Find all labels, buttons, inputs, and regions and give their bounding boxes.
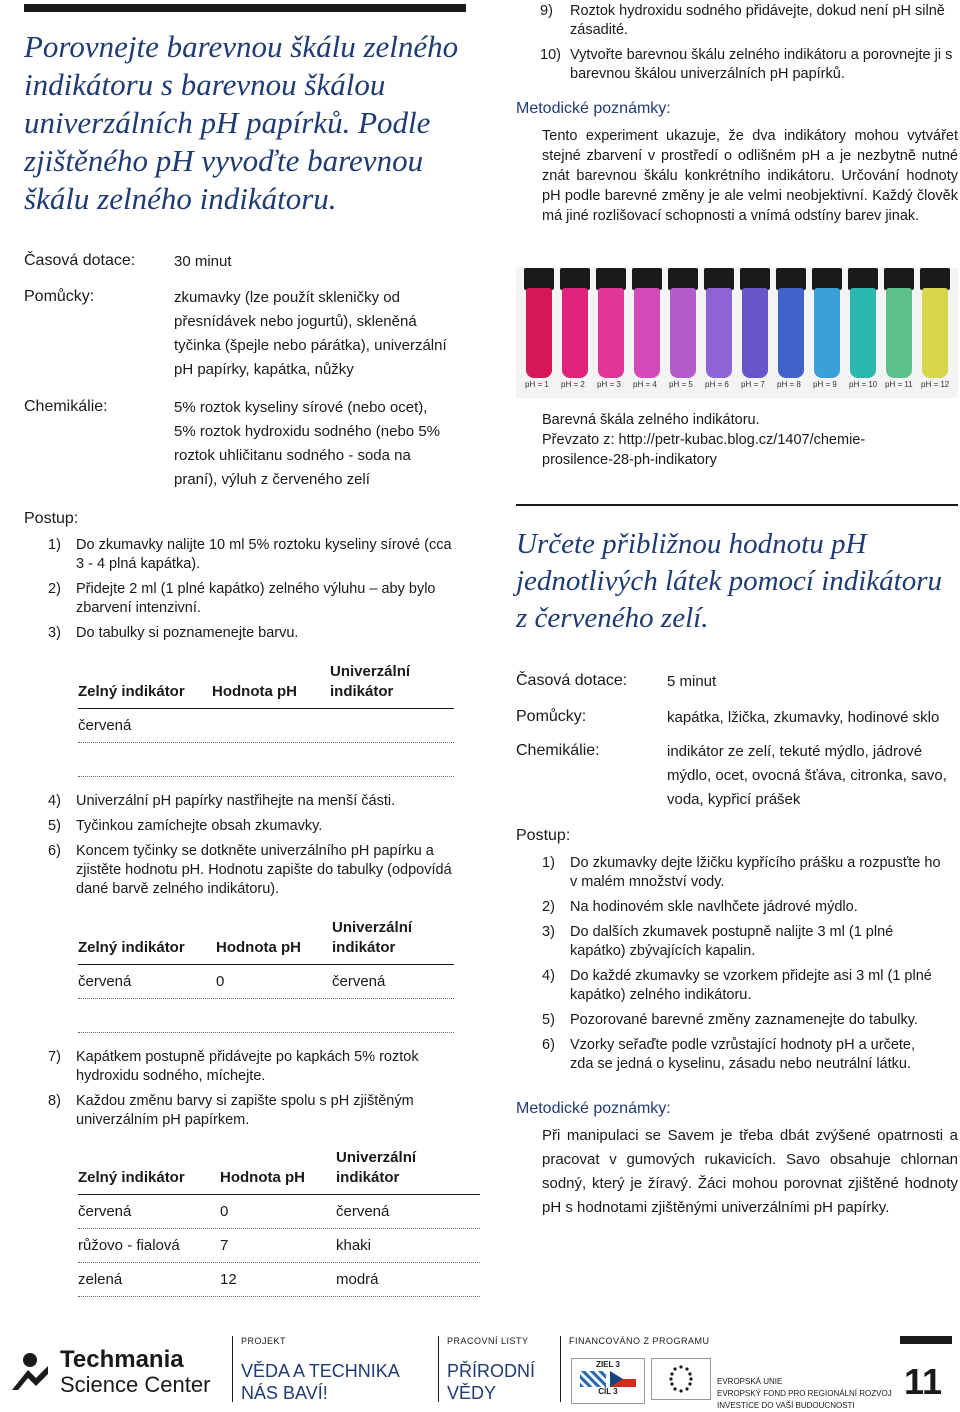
top-rule xyxy=(24,4,466,12)
list-item xyxy=(542,1011,942,1030)
task-heading: Porovnejte barevnou škálu zelného indikátoru s barevnou škálou univerzálních pH papírků. Podle zjištěného pH vyvoďte barevnou škálu zelného indikátoru. xyxy=(24,29,459,216)
table-row xyxy=(78,743,454,777)
step-number: 1) xyxy=(48,537,61,553)
table-3 xyxy=(78,1148,480,1297)
indicator-photo xyxy=(516,268,958,398)
step-text: Tyčinkou zamíchejte obsah zkumavky. xyxy=(76,818,323,834)
indicator-tube xyxy=(922,288,948,378)
col-header: Univerzální indikátor xyxy=(332,919,413,956)
step-text: Do zkumavky dejte lžičku kypřícího prášku a rozpusťte ho v malém množství vody. xyxy=(570,855,941,890)
step-number: 2) xyxy=(48,581,61,597)
techmania-logo-icon xyxy=(8,1350,52,1394)
table-cell: červená xyxy=(336,1203,390,1220)
list-item xyxy=(48,1048,460,1086)
steps-list-top xyxy=(516,2,956,90)
step-text: Kapátkem postupně přidávejte po kapkách 5% roztok hydroxidu sodného, míchejte. xyxy=(76,1049,419,1084)
tube-label: pH = 3 xyxy=(597,380,621,389)
tube-label: pH = 1 xyxy=(525,380,549,389)
step-text: Univerzální pH papírky nastřihejte na menší části. xyxy=(76,793,396,809)
col-header: Hodnota pH xyxy=(220,1169,305,1186)
indicator-tube xyxy=(670,288,696,378)
table-row xyxy=(78,1263,480,1297)
time-value: 30 minut xyxy=(174,253,232,270)
list-item xyxy=(48,842,460,899)
step-number: 6) xyxy=(542,1037,555,1053)
tube-cap xyxy=(740,268,770,290)
step-text: Do každé zkumavky se vzorkem přidejte asi 3 ml (1 plné kapátko) zelného indikátoru. xyxy=(570,968,932,1003)
table-cell: červená xyxy=(78,973,132,990)
sheets-value: PŘÍRODNÍ VĚDY xyxy=(447,1361,536,1403)
step-text: Do dalších zkumavek postupně nalijte 3 ml (1 plné kapátko) zbývajících kapalin. xyxy=(570,924,894,959)
project-block xyxy=(232,1336,421,1402)
indicator-tube xyxy=(562,288,588,378)
tube-cap xyxy=(596,268,626,290)
step-number: 3) xyxy=(542,924,555,940)
table-cell: modrá xyxy=(336,1271,379,1288)
step-text: Do zkumavky nalijte 10 ml 5% roztoku kyseliny sírové (cca 3 - 4 plná kapátka). xyxy=(76,537,452,572)
flags-icon xyxy=(572,1371,644,1387)
tube-cap xyxy=(560,268,590,290)
chem-value: 5% roztok kyseliny sírové (nebo ocet), 5% roztok hydroxidu sodného (nebo 5% roztok uhličitanu sodného - soda na praní), výluh z červeného zelí xyxy=(174,399,441,488)
list-item xyxy=(48,536,460,574)
tube-label: pH = 6 xyxy=(705,380,729,389)
step-number: 4) xyxy=(48,793,61,809)
indicator-tube xyxy=(886,288,912,378)
table-cell: zelená xyxy=(78,1271,123,1288)
step-number: 9) xyxy=(540,3,553,19)
step-text: Na hodinovém skle navlhčete jádrové mýdlo. xyxy=(570,899,858,915)
step-number: 4) xyxy=(542,968,555,984)
table-row xyxy=(78,709,454,743)
caption-line-2: Převzato z: http://petr-kubac.blog.cz/1407/chemie-prosilence-28-ph-indikatory xyxy=(542,432,866,468)
table-cell: 7 xyxy=(220,1237,229,1254)
tube-cap xyxy=(776,268,806,290)
step-text: Vytvořte barevnou škálu zelného indikátoru a porovnejte ji s barevnou škálou univerzálních pH papírků. xyxy=(570,47,953,82)
table-row xyxy=(78,1229,480,1263)
sheets-block xyxy=(438,1336,557,1402)
indicator-tube xyxy=(778,288,804,378)
tube-cap xyxy=(920,268,950,290)
indicator-tube xyxy=(706,288,732,378)
time-label: Časová dotace: xyxy=(516,672,628,689)
list-item xyxy=(542,854,942,892)
chem-label: Chemikálie: xyxy=(516,742,600,759)
page-number: 11 xyxy=(904,1361,943,1402)
project-label: PROJEKT xyxy=(241,1336,287,1346)
step-number: 5) xyxy=(542,1012,555,1028)
list-item xyxy=(48,817,460,836)
tube-label: pH = 8 xyxy=(777,380,801,389)
chem-value: indikátor ze zelí, tekuté mýdlo, jádrové mýdlo, ocet, ovocná šťáva, citronka, savo, voda, kypřicí prášek xyxy=(667,743,947,808)
eu-line: EVROPSKÝ FOND PRO REGIONÁLNÍ ROZVOJ xyxy=(717,1389,892,1398)
tools-value: zkumavky (lze použít skleničky od přesnídávek nebo jogurtů), skleněná tyčinka (špejle nebo párátka), univerzální pH papírky, kapátka, nůžky xyxy=(174,289,447,378)
tube-cap xyxy=(704,268,734,290)
table-cell: červená xyxy=(332,973,386,990)
step-text: Přidejte 2 ml (1 plné kapátko) zelného výluhu – aby bylo zbarvení intenzivní. xyxy=(76,581,436,616)
funding-block xyxy=(560,1336,893,1410)
col-header: Univerzální indikátor xyxy=(330,663,411,700)
page-rule xyxy=(900,1336,952,1344)
indicator-tube xyxy=(634,288,660,378)
col-header: Univerzální indikátor xyxy=(336,1149,417,1186)
table-cell: červená xyxy=(78,717,132,734)
postup-label: Postup: xyxy=(516,827,571,844)
step-number: 1) xyxy=(542,855,555,871)
list-item xyxy=(542,898,942,917)
col-header: Zelný indikátor xyxy=(78,939,185,956)
table-cell: červená xyxy=(78,1203,132,1220)
col-header: Hodnota pH xyxy=(216,939,301,956)
col-header: Zelný indikátor xyxy=(78,683,185,700)
ziel-top: ZIEL 3 xyxy=(596,1360,620,1369)
table-cell: 12 xyxy=(220,1271,237,1288)
tube-cap xyxy=(848,268,878,290)
logo-line-2: Science Center xyxy=(60,1372,211,1397)
sheets-label: PRACOVNÍ LISTY xyxy=(447,1336,529,1346)
steps-list-b xyxy=(48,792,460,905)
tube-label: pH = 4 xyxy=(633,380,657,389)
tools-label: Pomůcky: xyxy=(516,708,587,725)
step-text: Vzorky seřaďte podle vzrůstající hodnoty pH a určete, zda se jedná o kyselinu, zásadu nebo neutrální látku. xyxy=(570,1037,915,1072)
indicator-tube xyxy=(526,288,552,378)
list-item xyxy=(48,1092,460,1130)
list-item xyxy=(48,580,460,618)
tube-cap xyxy=(812,268,842,290)
footer xyxy=(0,1328,960,1412)
eu-line: EVROPSKÁ UNIE xyxy=(717,1377,783,1386)
table-cell: 0 xyxy=(220,1203,229,1220)
steps-list-right xyxy=(542,854,942,1080)
tube-label: pH = 9 xyxy=(813,380,837,389)
list-item xyxy=(48,792,460,811)
indicator-tube xyxy=(598,288,624,378)
tools-value: kapátka, lžička, zkumavky, hodinové sklo xyxy=(667,709,940,726)
photo-caption xyxy=(542,410,942,470)
tube-label: pH = 11 xyxy=(885,380,913,389)
step-text: Roztok hydroxidu sodného přidávejte, dokud není pH silně zásadité. xyxy=(570,3,945,38)
tube-cap xyxy=(632,268,662,290)
list-item xyxy=(516,46,956,84)
list-item xyxy=(542,1036,942,1074)
step-text: Do tabulky si poznamenejte barvu. xyxy=(76,625,299,641)
indicator-tube xyxy=(814,288,840,378)
list-item xyxy=(542,923,942,961)
indicator-tube xyxy=(742,288,768,378)
table-header xyxy=(78,918,454,965)
table-cell: 0 xyxy=(216,973,225,990)
indicator-tube xyxy=(850,288,876,378)
step-number: 6) xyxy=(48,843,61,859)
table-header xyxy=(78,662,454,709)
tools-label: Pomůcky: xyxy=(24,288,95,305)
ziel-bottom: CÍL 3 xyxy=(598,1387,618,1396)
table-1 xyxy=(78,662,454,777)
tube-cap xyxy=(668,268,698,290)
table-row xyxy=(78,965,454,999)
table-row xyxy=(78,999,454,1033)
ziel3-logo xyxy=(571,1358,645,1404)
tube-label: pH = 12 xyxy=(921,380,950,389)
tube-label: pH = 2 xyxy=(561,380,585,389)
section-rule xyxy=(516,504,958,506)
tube-cap xyxy=(524,268,554,290)
task-heading-2: Určete přibližnou hodnotu pH jednotlivých látek pomocí indikátoru z červeného zelí. xyxy=(516,528,943,634)
col-header: Zelný indikátor xyxy=(78,1169,185,1186)
list-item xyxy=(48,624,460,643)
notes-text-2: Při manipulaci se Savem je třeba dbát zvýšené opatrnosti a pracovat v gumových rukavicích. Savo obsahuje chlornan sodný, který je žíravý. Žáci mohou porovnat zjištěné hodnoty pH s hodnotami zjištěnými univerzálními pH papírky. xyxy=(542,1127,958,1216)
tube-label: pH = 10 xyxy=(849,380,878,389)
notes-label-2: Metodické poznámky: xyxy=(516,1100,671,1117)
list-item xyxy=(542,967,942,1005)
step-number: 8) xyxy=(48,1093,61,1109)
logo-line-1: Techmania xyxy=(60,1346,184,1373)
steps-list-a xyxy=(48,536,460,649)
tube-label: pH = 7 xyxy=(741,380,765,389)
caption-line-1: Barevná škála zelného indikátoru. xyxy=(542,412,760,428)
table-cell: růžovo - fialová xyxy=(78,1237,180,1254)
postup-label: Postup: xyxy=(24,510,79,527)
step-number: 7) xyxy=(48,1049,61,1065)
table-row xyxy=(78,1195,480,1229)
chem-label: Chemikálie: xyxy=(24,398,108,415)
notes-label: Metodické poznámky: xyxy=(516,100,671,117)
eu-line: INVESTICE DO VAŠÍ BUDOUCNOSTI xyxy=(717,1401,855,1410)
steps-list-c xyxy=(48,1048,460,1136)
table-2 xyxy=(78,918,454,1033)
step-number: 3) xyxy=(48,625,61,641)
notes-text: Tento experiment ukazuje, že dva indikátory mohou vytvářet stejné zbarvení v prostředí o odlišném pH a je nezbytně nutné znát barevnou škálu konkrétního indikátoru. Určování hodnoty pH podle barevné změny je ale velmi neobjektivní. Každý člověk má jiné rozlišovací schopnosti a vnímá odstíny barev jinak. xyxy=(542,128,958,224)
step-text: Každou změnu barvy si zapište spolu s pH zjištěným univerzálním pH papírkem. xyxy=(76,1093,414,1128)
eu-flag-icon xyxy=(651,1358,711,1400)
tube-label: pH = 5 xyxy=(669,380,693,389)
step-number: 5) xyxy=(48,818,61,834)
time-value: 5 minut xyxy=(667,673,717,690)
table-header xyxy=(78,1148,480,1195)
tube-cap xyxy=(884,268,914,290)
step-number: 2) xyxy=(542,899,555,915)
time-label: Časová dotace: xyxy=(24,252,136,269)
funded-label: FINANCOVÁNO Z PROGRAMU xyxy=(569,1336,710,1346)
step-text: Pozorované barevné změny zaznamenejte do tabulky. xyxy=(570,1012,918,1028)
col-header: Hodnota pH xyxy=(212,683,297,700)
step-number: 10) xyxy=(540,47,561,63)
list-item xyxy=(516,2,956,40)
eu-text xyxy=(717,1376,892,1412)
table-cell: khaki xyxy=(336,1237,372,1254)
step-text: Koncem tyčinky se dotkněte univerzálního pH papírku a zjistěte hodnotu pH. Hodnotu zapište do tabulky (odpovídá dané barvě zelného indikátoru). xyxy=(76,843,452,897)
project-value: VĚDA A TECHNIKA NÁS BAVÍ! xyxy=(241,1361,399,1403)
